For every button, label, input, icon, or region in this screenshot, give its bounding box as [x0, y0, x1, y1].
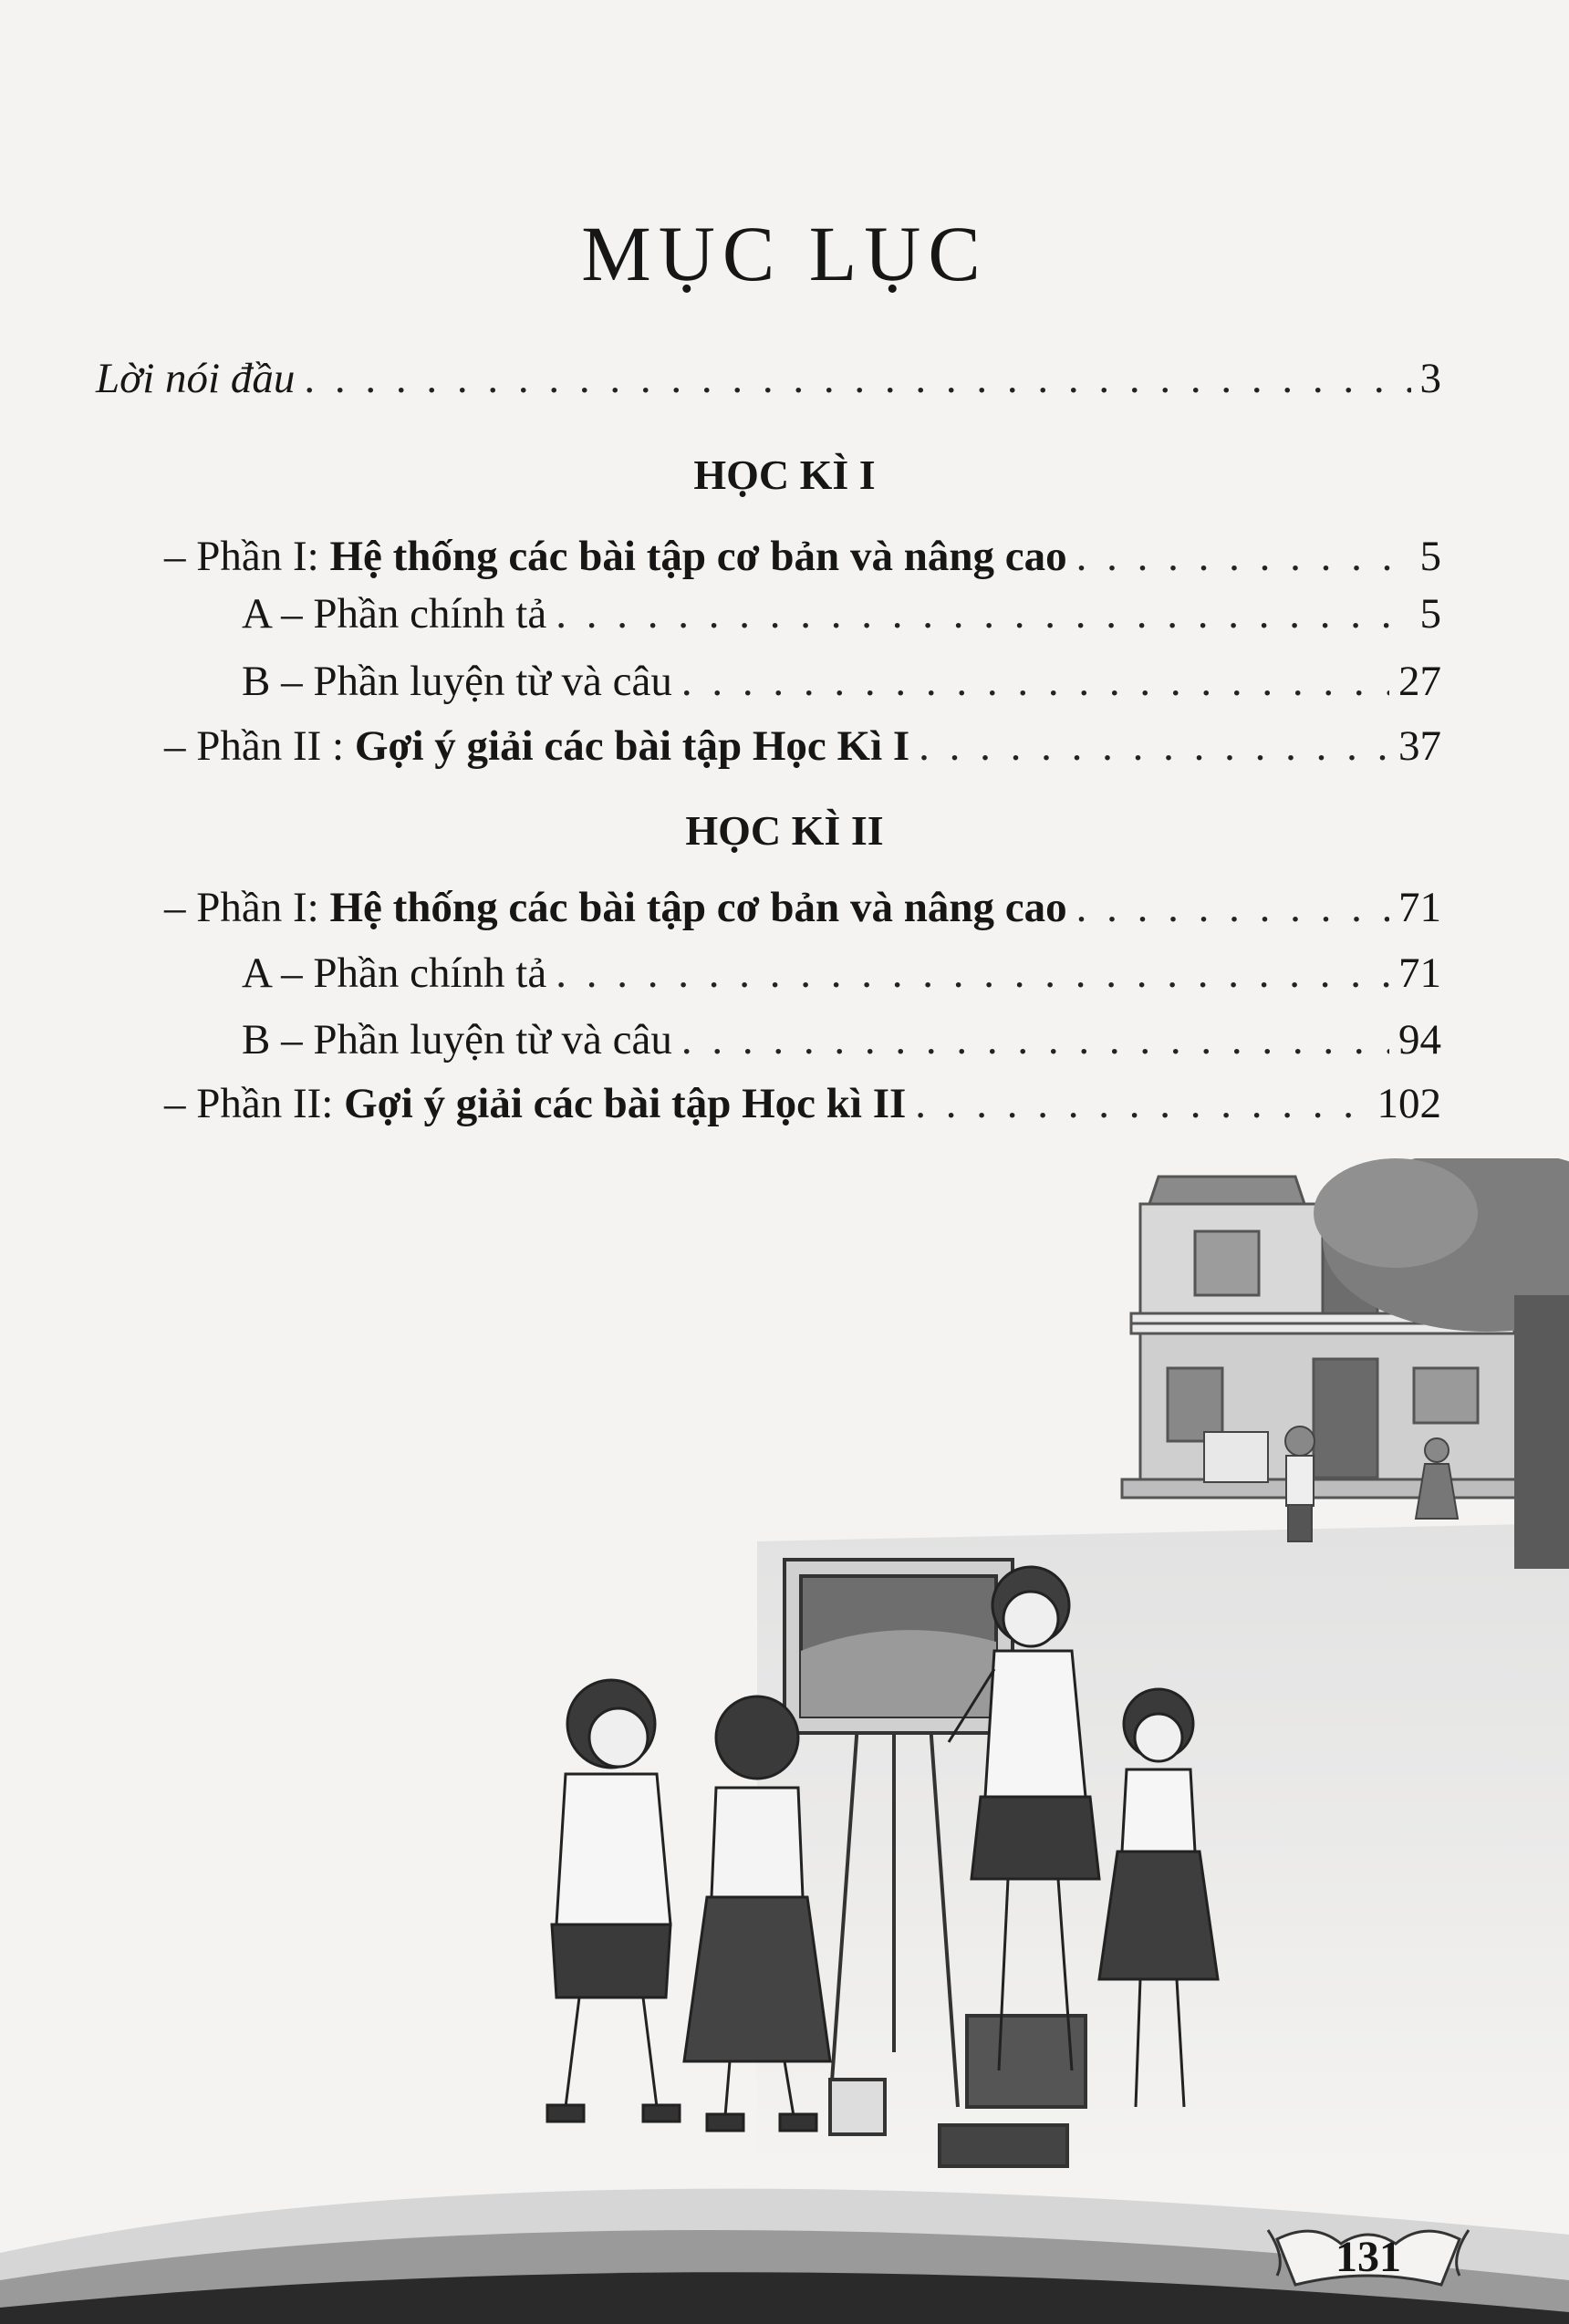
toc-entry-part1 — [164, 880, 1441, 935]
toc-entry-label: Lời nói đầu — [96, 355, 296, 402]
toc-entry-section-b — [242, 654, 1441, 709]
toc-entry-part1 — [164, 529, 1441, 584]
toc-page-number: 27 — [1398, 658, 1441, 705]
toc-page-number: 5 — [1419, 533, 1441, 580]
dot-leader — [681, 1012, 1389, 1067]
toc-entry-label: B – Phần luyện từ và câu — [242, 1016, 672, 1063]
dot-leader — [556, 946, 1389, 1001]
dot-leader — [556, 586, 1410, 641]
child-girl-middle — [684, 1696, 830, 2131]
toc-entry-part2 — [164, 1076, 1441, 1131]
dot-leader — [915, 1076, 1367, 1131]
toc-entry-label: A – Phần chính tả — [242, 949, 547, 997]
dot-leader — [1076, 880, 1389, 935]
page-title: MỤC LỤC — [581, 210, 988, 297]
toc-part-prefix: – Phần II: — [164, 1080, 334, 1127]
toc-entry-section-a — [242, 946, 1441, 1001]
toc-page-number: 5 — [1419, 590, 1441, 638]
dot-leader — [1076, 529, 1411, 584]
toc-page-number: 71 — [1398, 884, 1441, 931]
toc-part-title: Gợi ý giải các bài tập Học kì II — [344, 1080, 907, 1127]
semester-heading: HỌC KÌ II — [685, 807, 884, 854]
toc-page-number: 94 — [1398, 1016, 1441, 1063]
toc-part-title: Gợi ý giải các bài tập Học Kì I — [354, 722, 910, 770]
toc-entry-section-b — [242, 1012, 1441, 1067]
toc-part-title: Hệ thống các bài tập cơ bản và nâng cao — [329, 533, 1067, 580]
page-number: 131 — [1335, 2233, 1401, 2281]
toc-entry-label: B – Phần luyện từ và câu — [242, 658, 672, 705]
toc-page-number: 102 — [1377, 1080, 1441, 1127]
toc-entry-label: A – Phần chính tả — [242, 590, 547, 638]
children-left-illustration — [511, 1669, 1149, 2143]
toc-page-number: 71 — [1398, 949, 1441, 997]
toc-part-prefix: – Phần I: — [164, 884, 319, 931]
toc-part-prefix: – Phần I: — [164, 533, 319, 580]
dot-leader — [919, 719, 1389, 773]
toc-part-prefix: – Phần II : — [164, 722, 345, 770]
child-boy-left — [547, 1680, 680, 2122]
semester-heading: HỌC KÌ I — [693, 451, 876, 498]
dot-leader — [681, 654, 1389, 709]
toc-entry-preface — [96, 351, 1441, 406]
toc-part-title: Hệ thống các bài tập cơ bản và nâng cao — [329, 884, 1067, 931]
dot-leader — [304, 351, 1410, 406]
page-number-badge — [1259, 2212, 1478, 2312]
toc-page-number: 3 — [1419, 355, 1441, 402]
toc-page-number: 37 — [1398, 722, 1441, 770]
toc-entry-section-a — [242, 586, 1441, 641]
toc-entry-part2 — [164, 719, 1441, 773]
